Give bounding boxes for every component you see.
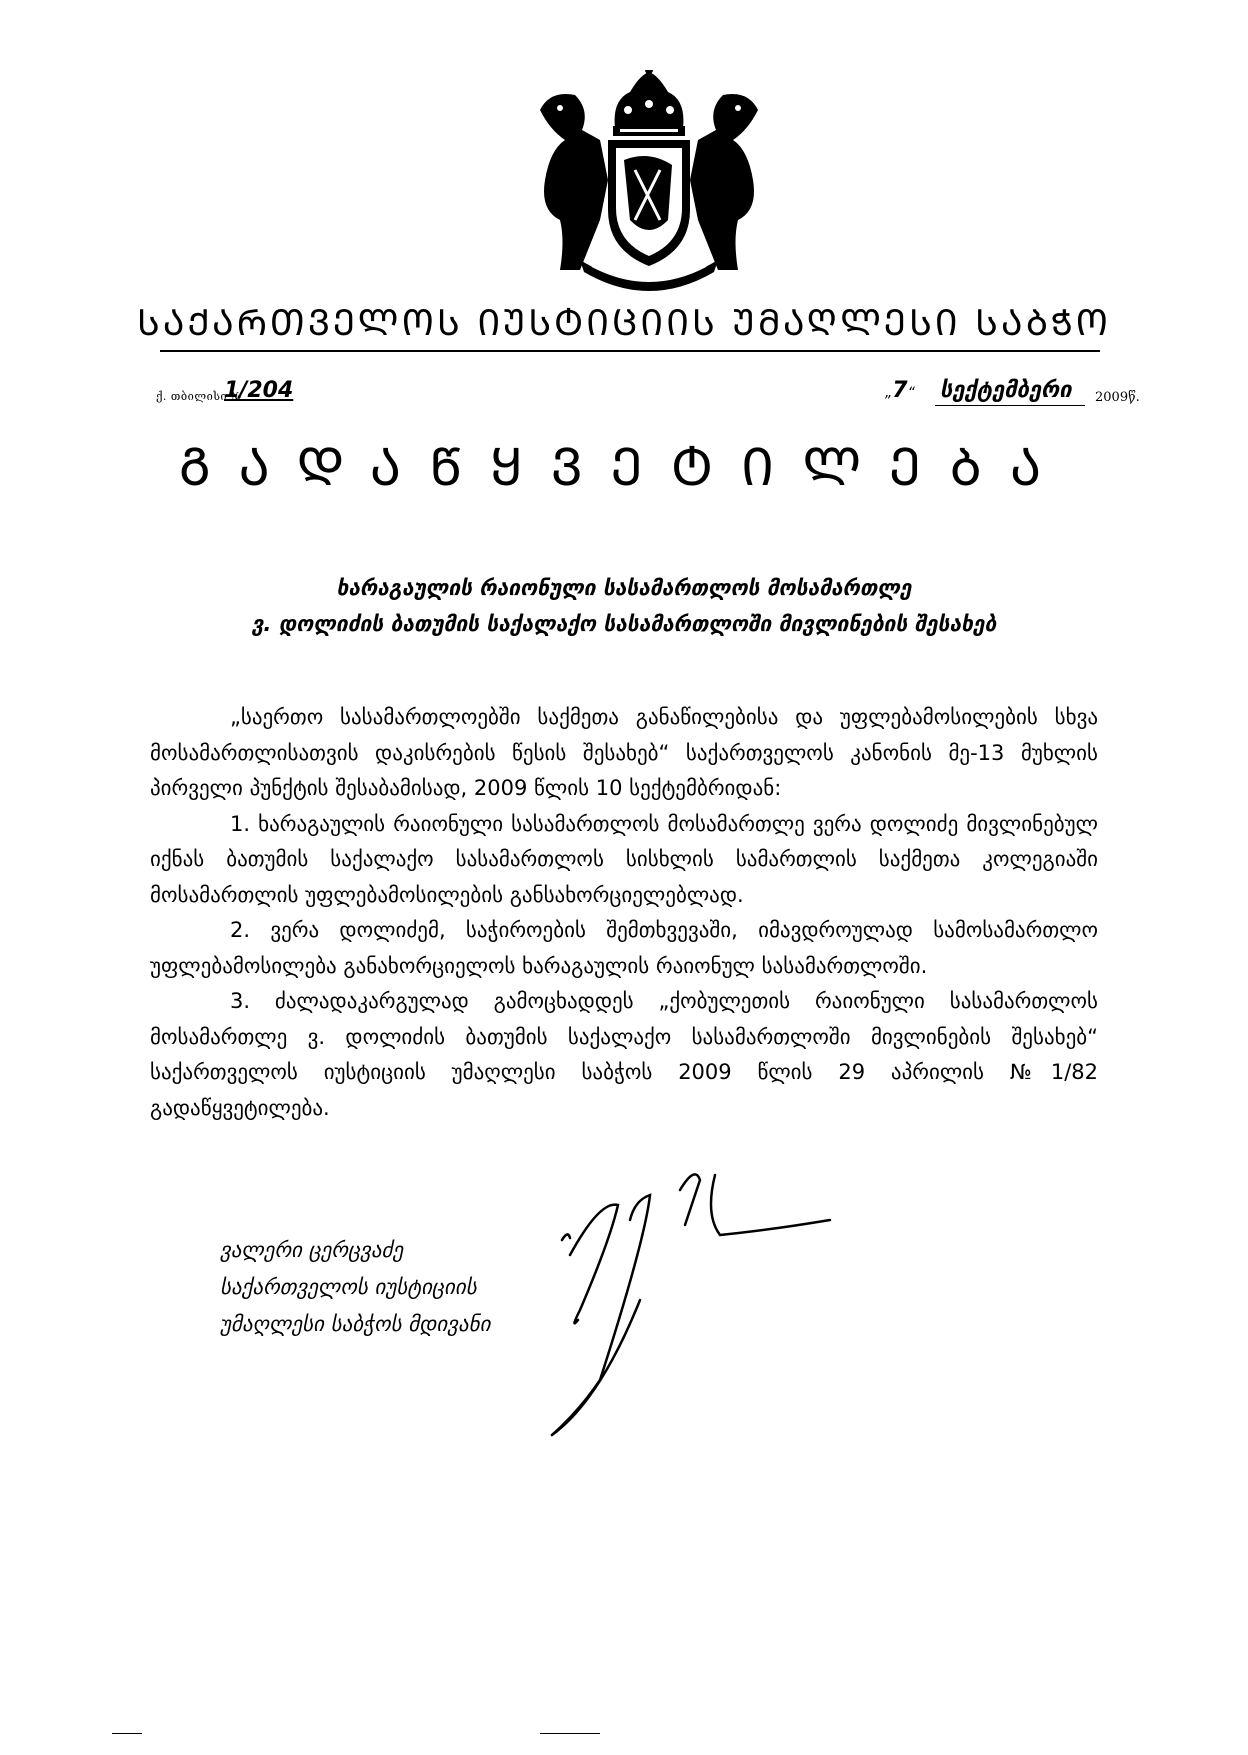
footer-mark-left (112, 1733, 142, 1734)
footer-mark-center (540, 1733, 600, 1734)
document-body (150, 700, 1098, 1126)
registration-label: ქ. თბილისი № (156, 390, 242, 403)
body-item-2: 2. ვერა დოლიძემ, საჭიროების შემთხვევაში, იმავდროულად სამოსამართლო უფლებამოსილება განახორციელოს ხარაგაულის რაიონულ სასამართლოში. (150, 918, 1098, 978)
council-title: ᲡᲐᲥᲐᲠᲗᲕᲔᲚᲝᲡ ᲘᲣᲡᲢᲘᲪᲘᲘᲡ ᲣᲛᲐᲦᲚᲔᲡᲘ ᲡᲐᲑᲭᲝ (136, 303, 1111, 344)
header-divider (160, 350, 1100, 352)
body-intro: „საერთო სასამართლოებში საქმეთა განაწილებისა და უფლებამოსილების სხვა მოსამართლისათვის დაკისრების წესის შესახებ“ საქართველოს კანონის მე-13 მუხლის პირველი პუნქტის შესაბამისად, 2009 წლის 10 სექტემბრიდან: (150, 705, 1098, 800)
signatory-name: ვალერი ცერცვაძე (220, 1238, 404, 1262)
subject-line-2: ვ. დოლიძის ბათუმის საქალაქო სასამართლოში მივლინების შესახებ (251, 612, 997, 636)
date-underline (935, 405, 1085, 406)
body-item-3: 3. ძალადაკარგულად გამოცხადდეს „ქობულეთის რაიონული სასამართლოს მოსამართლე ვ. დოლიძის ბათუმის საქალაქო სასამართლოში მივლინების შესახებ“ საქართველოს იუსტიციის უმაღლესი საბჭოს 2009 წლის 29 აპრილის №1/82 გადაწყვეტილება. (150, 989, 1098, 1120)
registration-number: 1/204 (224, 378, 294, 403)
coat-of-arms-icon (520, 70, 778, 292)
handwritten-signature-icon (540, 1160, 940, 1440)
document-subject (150, 570, 1098, 642)
signatory-block (220, 1232, 491, 1343)
date-month: სექტემბერი (940, 378, 1072, 403)
date-year: 2009წ. (1095, 390, 1140, 405)
subject-line-1: ხარაგაულის რაიონული სასამართლოს მოსამართლე (336, 576, 912, 600)
signatory-title-line-1: საქართველოს იუსტიციის (220, 1275, 477, 1299)
document-type-heading: ᲒᲐᲓᲐᲬᲧᲕᲔᲢᲘᲚᲔᲑᲐ (178, 438, 1070, 498)
body-item-1: 1. ხარაგაულის რაიონული სასამართლოს მოსამართლე ვერა დოლიძე მივლინებულ იქნას ბათუმის საქალაქო სასამართლოს სისხლის სამართლის საქმეთა კოლეგიაში მოსამართლის უფლებამოსილების განსახორციელებლად. (150, 811, 1098, 907)
signatory-title-line-2: უმაღლესი საბჭოს მდივანი (220, 1312, 491, 1336)
date-day: „ 7 “ (885, 378, 915, 403)
